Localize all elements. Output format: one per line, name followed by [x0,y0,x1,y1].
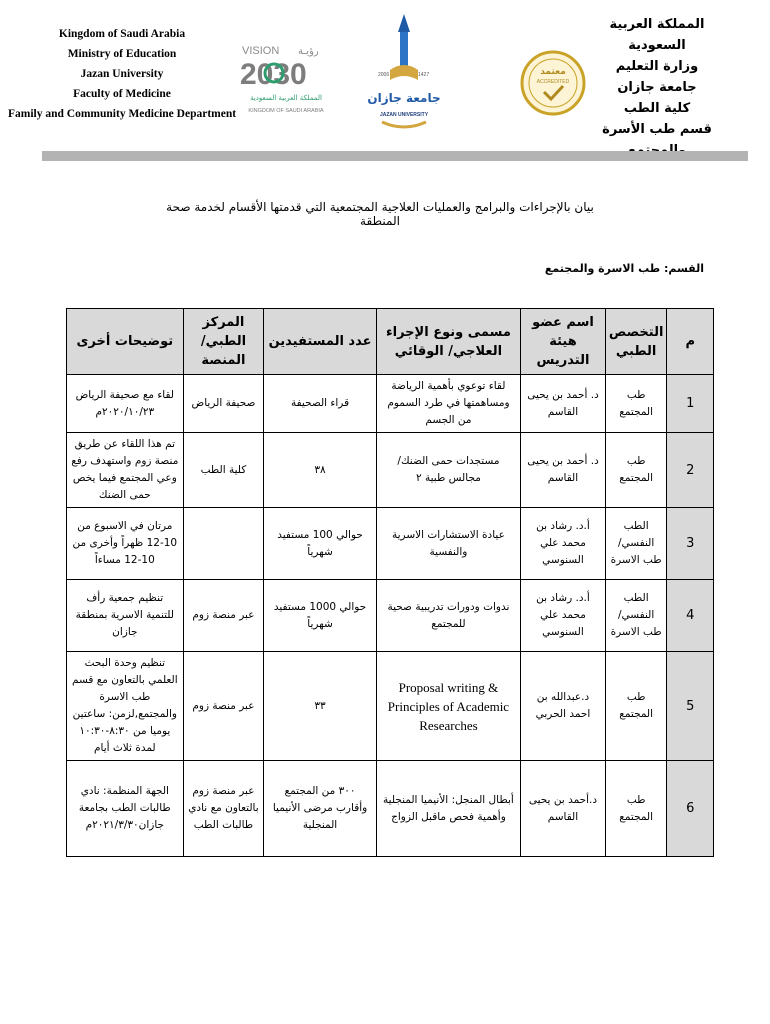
row-member: د. أحمد بن يحيى القاسم [521,375,606,433]
row-member: د.أحمد بن يحيى القاسم [521,761,606,857]
row-specialty: طب المجتمع [605,652,667,761]
jazan-english: JAZAN UNIVERSITY [379,112,429,118]
row-center: كلية الطب [183,433,264,508]
english-header-line: Family and Community Medicine Department [8,108,237,120]
arabic-header [582,14,732,161]
table-row [67,508,714,580]
row-beneficiaries: ٣٠٠ من المجتمع وأقارب مرضى الأنيميا المنجلية [264,761,377,857]
english-header-line: Faculty of Medicine [73,88,171,100]
row-notes: مرتان في الاسبوع من 10-12 ظهراً وأخرى من 10-12 مساءاً [67,508,184,580]
arabic-header-line: وزارة التعليم [615,59,699,74]
row-procedure: عيادة الاستشارات الاسرية والنفسية [376,508,520,580]
english-header-line: Jazan University [80,68,164,80]
jazan-tower-top [398,14,410,32]
row-center: عبر منصة زوم بالتعاون مع نادي طالبات الطب [183,761,264,857]
arabic-header-line: المملكة العربية السعودية [609,17,705,53]
row-member: أ.د. رشاد بن محمد علي السنوسي [521,508,606,580]
table-row [67,433,714,508]
jazan-university-logo [367,10,441,134]
english-header-line: Ministry of Education [67,48,177,60]
document-title: بيان بالإجراءات والبرامج والعمليات العلاجية المجتمعية التي قدمتها الأقسام لخدمة صحة المنطقة [166,200,594,228]
table-row [67,375,714,433]
column-header-beneficiaries: عدد المستفيدين [264,309,377,375]
department-line: القسم: طب الاسرة والمجتمع [544,262,704,275]
jazan-arabic: جامعة جازان [367,91,441,105]
procedures-table [66,308,714,857]
column-header-procedure: مسمى ونوع الإجراء العلاجي/ الوقائي [376,309,520,375]
jazan-tower [400,32,408,66]
arabic-header-line: كلية الطب [623,101,691,116]
row-number: 5 [667,652,714,761]
row-notes: تم هذا اللقاء عن طريق منصة زوم واستهدف رفع وعي المجتمع فيما يخص حمى الضنك [67,433,184,508]
row-beneficiaries: ٣٣ [264,652,377,761]
accr-english: ACCREDITED [536,79,570,85]
column-header-center: المركز الطبي/المنصة [183,309,264,375]
row-beneficiaries: حوالي 100 مستفيد شهرياً [264,508,377,580]
column-header-notes: توضيحات أخرى [67,309,184,375]
row-specialty: طب المجتمع [605,375,667,433]
table-row [67,580,714,652]
jazan-book [390,65,418,80]
row-specialty: طب المجتمع [605,433,667,508]
vision-2030-logo [238,40,334,124]
row-notes: لقاء مع صحيفة الرياض ٢٠٢٠/١٠/٢٣م [67,375,184,433]
column-header-specialty: التخصص الطبي [605,309,667,375]
row-specialty: الطب النفسي/طب الاسرة [605,580,667,652]
row-procedure: Proposal writing & Principles of Academic Researches [376,652,520,761]
row-beneficiaries: قراء الصحيفة [264,375,377,433]
row-number: 6 [667,761,714,857]
vision-year: 2030 [240,58,307,91]
row-notes: الجهة المنظمة: نادي طالبات الطب بجامعة جازان٢٠٢١/٣/٣٠م [67,761,184,857]
jazan-base-arc [382,122,426,127]
vision-text: VISION [242,45,280,57]
row-member: د. أحمد بن يحيى القاسم [521,433,606,508]
row-procedure: ندوات ودورات تدريبية صحية للمجتمع [376,580,520,652]
row-notes: تنظيم جمعية رأف للتنمية الاسرية بمنطقة جازان [67,580,184,652]
jazan-year-left: 2006 [378,72,390,78]
accreditation-seal [520,48,586,118]
row-center: عبر منصة زوم [183,580,264,652]
table-row [67,652,714,761]
accr-arabic: معتمد [540,67,566,77]
row-beneficiaries: ٣٨ [264,433,377,508]
row-procedure: لقاء توعوي بأهمية الرياضة ومساهمتها في طرد السموم من الجسم [376,375,520,433]
row-center [183,508,264,580]
row-procedure: أبطال المنجل: الأنيميا المنجلية وأهمية فحص ماقبل الزواج [376,761,520,857]
arabic-header-line: قسم طب الأسرة [602,122,712,137]
row-center: صحيفة الرياض [183,375,264,433]
header-divider-bar [42,151,748,161]
table-row [67,761,714,857]
column-header-number: م [667,309,714,375]
vision-arabic-text: رؤيـة [298,46,319,57]
vision-kingdom-arabic: المملكة العربية السعودية [250,94,322,102]
row-center: عبر منصة زوم [183,652,264,761]
row-number: 1 [667,375,714,433]
row-number: 3 [667,508,714,580]
row-specialty: طب المجتمع [605,761,667,857]
row-member: د.عبدالله بن احمد الحربي [521,652,606,761]
row-specialty: الطب النفسي/طب الاسرة [605,508,667,580]
jazan-year-right: 1427 [418,72,430,78]
english-header [8,24,237,124]
table-header-row [67,309,714,375]
vision-kingdom-english: KINGDOM OF SAUDI ARABIA [248,108,324,114]
row-beneficiaries: حوالي 1000 مستفيد شهرياً [264,580,377,652]
english-header-line: Kingdom of Saudi Arabia [58,28,186,40]
row-number: 2 [667,433,714,508]
row-number: 4 [667,580,714,652]
arabic-header-line: جامعة جازان [617,80,697,95]
column-header-member: اسم عضو هيئة التدريس [521,309,606,375]
row-notes: تنظيم وحدة البحث العلمي بالتعاون مع قسم طب الاسرة والمجتمع,لزمن: ساعتين يوميا من ٨:٣٠-١٠:٣٠ لمدة ثلاث أيام [67,652,184,761]
row-procedure: مستجدات حمى الضنك/ مجالس طبية ٢ [376,433,520,508]
row-member: أ.د. رشاد بن محمد علي السنوسي [521,580,606,652]
